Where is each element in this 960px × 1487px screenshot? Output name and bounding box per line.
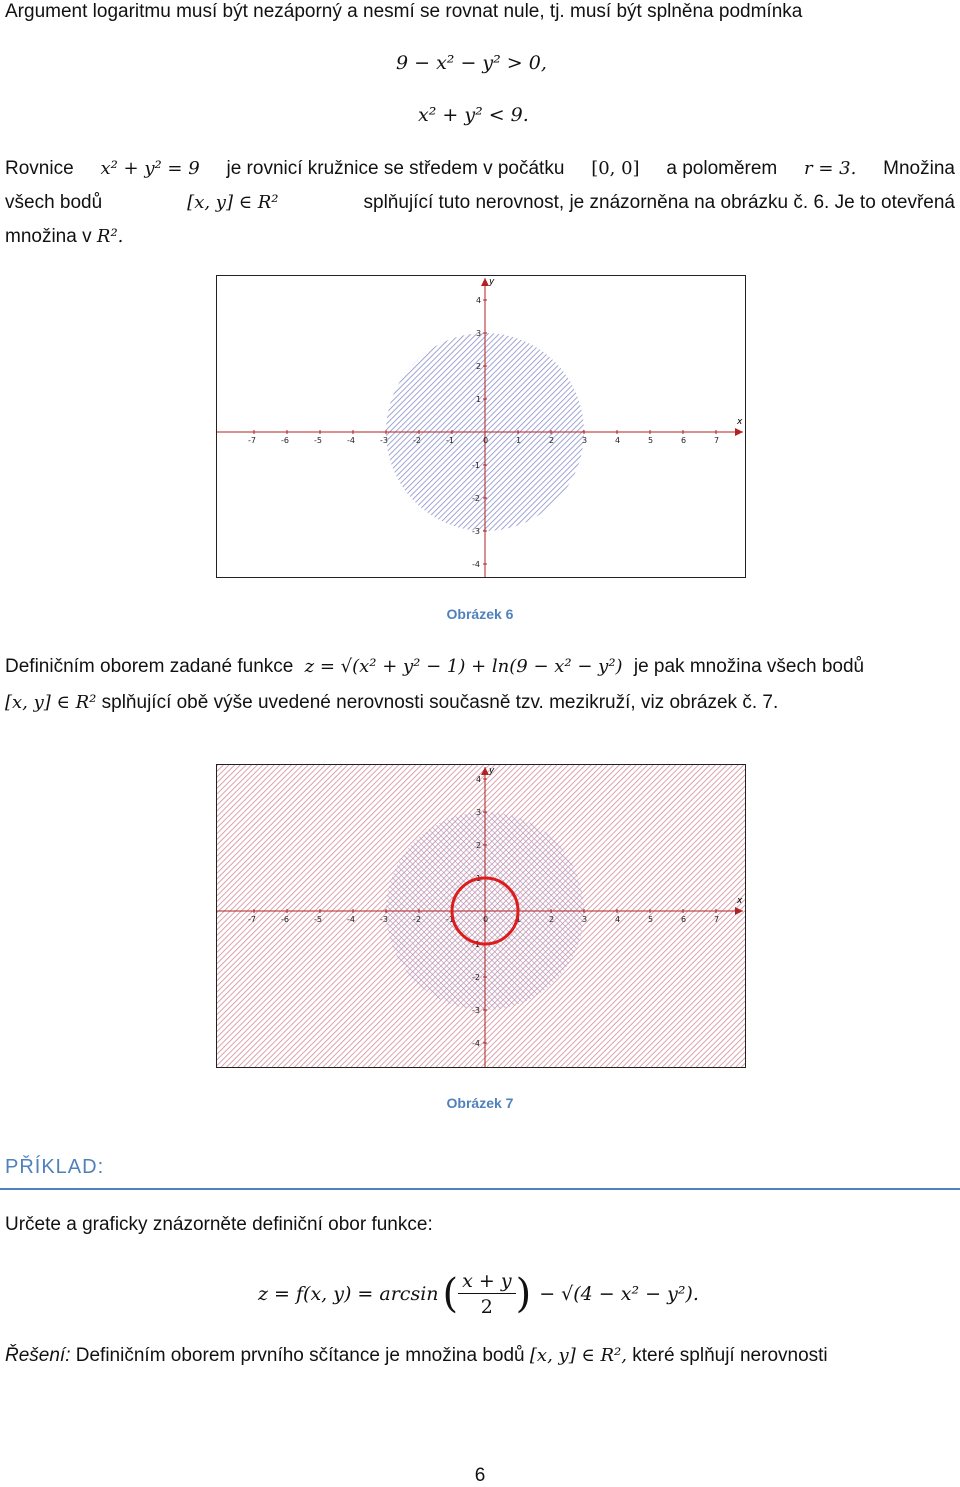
intro-text: Argument logaritmu musí být nezáporný a nesmí se rovnat nule, tj. musí být splněna podmínka [5, 1, 803, 22]
solution-text: Definičním oborem prvního sčítance je množina bodů [75, 1345, 525, 1366]
x-tick-label: 6 [681, 436, 687, 445]
example-formula [258, 1265, 699, 1323]
x-tick-label: -3 [380, 436, 388, 445]
figure-6-caption: Obrázek 6 [446, 606, 514, 622]
figure-7-plot [217, 765, 745, 1067]
word: Množina [883, 158, 955, 179]
y-tick-label: 4 [476, 296, 482, 305]
word: Rovnice [5, 158, 74, 179]
y-tick-label: -2 [472, 494, 480, 503]
y-tick-label: 2 [476, 841, 482, 850]
x-tick-label: -3 [380, 915, 388, 924]
y-tick-label: 2 [476, 362, 482, 371]
section-heading-example: PŘÍKLAD: [5, 1156, 105, 1178]
y-tick-label: 1 [476, 395, 482, 404]
formula-right: − √(4 − x² − y²). [539, 1283, 699, 1305]
x-tick-label: 3 [582, 915, 588, 924]
paragraph-domain-line1 [5, 655, 864, 679]
x-tick-label: -2 [413, 915, 421, 924]
paragraph-circle-line2 [5, 191, 955, 215]
paren-close: ) [515, 1271, 532, 1317]
y-tick-label: -3 [472, 1006, 480, 1015]
x-tick-label: -1 [446, 915, 454, 924]
x-tick-label: 1 [516, 436, 522, 445]
math-function-z: z = √(x² + y² − 1) + ln(9 − x² − y²) [304, 656, 623, 677]
x-tick-label: 0 [483, 915, 489, 924]
x-tick-label: 5 [648, 436, 654, 445]
math-origin: [0, 0] [591, 158, 640, 179]
x-tick-label: -5 [314, 915, 322, 924]
figure-7-caption: Obrázek 7 [446, 1095, 514, 1111]
y-tick-label: -4 [472, 1039, 480, 1048]
x-tick-label: -7 [248, 436, 256, 445]
x-tick-label: 4 [615, 915, 621, 924]
x-tick-label: 0 [483, 436, 489, 445]
figure-7 [216, 764, 746, 1068]
formula-left: z = f(x, y) = arcsin [258, 1283, 439, 1305]
paren-open: ( [442, 1271, 459, 1317]
x-tick-label: 2 [549, 436, 555, 445]
y-axis-label: y [489, 766, 495, 776]
fraction-denominator: 2 [480, 1295, 493, 1318]
math-point-set: [x, y] ∈ R² [187, 192, 279, 213]
inequality-1: 9 − x² − y² > 0, [396, 52, 547, 74]
example-task: Určete a graficky znázorněte definiční obor funkce: [5, 1214, 433, 1235]
x-tick-label: 1 [516, 915, 522, 924]
y-tick-label: -1 [472, 461, 480, 470]
figure-6-plot [217, 276, 745, 577]
y-tick-label: -2 [472, 973, 480, 982]
word: je rovnicí kružnice se středem v počátku [226, 158, 565, 179]
x-tick-label: -1 [446, 436, 454, 445]
x-tick-label: -6 [281, 436, 289, 445]
math-circle-eq: x² + y² = 9 [100, 158, 200, 179]
y-axis-arrow [481, 278, 489, 286]
solution-label: Řešení: [5, 1345, 71, 1366]
fraction [458, 1269, 515, 1320]
y-tick-label: 1 [476, 874, 482, 883]
solution-tail: které splňují nerovnosti [632, 1345, 828, 1366]
y-axis-label: y [489, 277, 495, 287]
x-tick-label: 6 [681, 915, 687, 924]
math-point-set: [x, y] ∈ R², [529, 1345, 627, 1366]
x-tick-label: -4 [347, 915, 355, 924]
y-tick-label: 3 [476, 808, 482, 817]
word: množina v [5, 226, 92, 247]
y-tick-label: 3 [476, 329, 482, 338]
x-tick-label: 5 [648, 915, 654, 924]
y-tick-label: 4 [476, 775, 482, 784]
x-tick-label: 4 [615, 436, 621, 445]
word: splňující tuto nerovnost, je znázorněna na obrázku č. 6. Je to otevřená [363, 192, 955, 213]
x-tick-label: -7 [248, 915, 256, 924]
x-tick-label: -4 [347, 436, 355, 445]
x-tick-label: 7 [714, 436, 720, 445]
word: Definičním oborem zadané funkce [5, 656, 294, 677]
x-tick-label: 7 [714, 915, 720, 924]
x-tick-label: -6 [281, 915, 289, 924]
y-tick-label: -4 [472, 560, 480, 569]
solution-line [5, 1344, 828, 1368]
paragraph-domain-line2 [5, 691, 778, 715]
figure-6 [216, 275, 746, 578]
page-number: 6 [474, 1465, 486, 1486]
word: a poloměrem [666, 158, 778, 179]
x-axis-label: x [737, 417, 743, 427]
x-tick-label: 3 [582, 436, 588, 445]
x-axis-label: x [737, 896, 743, 906]
x-tick-label: 2 [549, 915, 555, 924]
fraction-numerator: x + y [458, 1269, 515, 1294]
x-tick-label: -2 [413, 436, 421, 445]
math-point-set: [x, y] ∈ R² [5, 692, 97, 713]
word: splňující obě výše uvedené nerovnosti současně tzv. mezikruží, viz obrázek č. 7. [101, 692, 779, 713]
y-tick-label: -1 [472, 940, 480, 949]
math-radius: r = 3. [804, 158, 857, 179]
y-tick-label: -3 [472, 527, 480, 536]
math-r2: R². [96, 226, 124, 247]
x-tick-label: -5 [314, 436, 322, 445]
word: všech bodů [5, 192, 103, 213]
inequality-2: x² + y² < 9. [418, 104, 529, 126]
section-divider [0, 1188, 960, 1190]
x-axis-arrow [735, 428, 743, 436]
paragraph-circle-line3 [5, 225, 123, 249]
paragraph-circle-line1 [5, 157, 955, 181]
word: je pak množina všech bodů [633, 656, 865, 677]
